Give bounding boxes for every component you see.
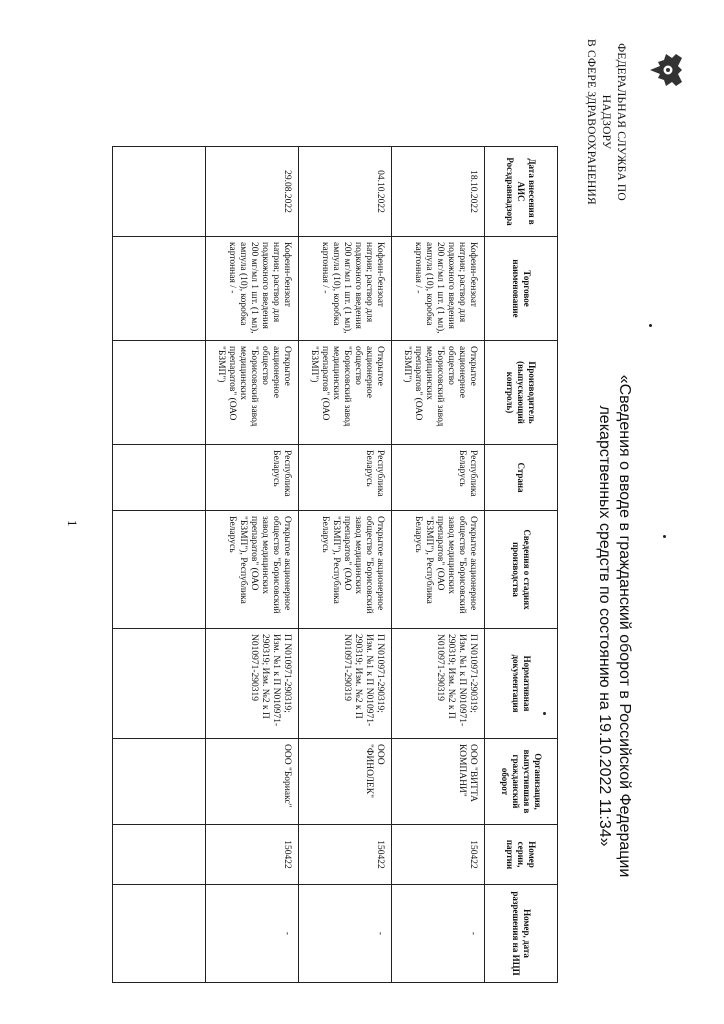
column-header-date: Дата внесения в АИС Росздравнадзора (485, 147, 558, 237)
cell-date: 04.10.2022 (299, 147, 392, 237)
agency-line-2: В СФЕРЕ ЗДРАВООХРАНЕНИЯ (585, 39, 597, 205)
cell-batch (113, 825, 206, 885)
registry-table (112, 146, 558, 983)
table-row (299, 147, 392, 983)
cell-permit: - (299, 885, 392, 983)
cell-manufacturer: Открытое акционерное общество "Борисовский завод медицинских препаратов" (ОАО "БЗМП") (299, 341, 392, 445)
cell-permit: - (206, 885, 299, 983)
cell-permit (113, 885, 206, 983)
cell-permit: - (392, 885, 485, 983)
column-header-organization: Организация, выпустившая в гражданский оборот (485, 739, 558, 825)
column-header-permit: Номер, дата разрешения на ИЦП (485, 885, 558, 983)
cell-date: 29.08.2022 (206, 147, 299, 237)
cell-stages: Открытое акционерное общество "Борисовский завод медицинских препаратов" (ОАО "БЗМП"), Республика Беларусь (392, 511, 485, 629)
cell-organization: ООО "Бориакс" (206, 739, 299, 825)
cell-country: Республика Беларусь (206, 445, 299, 511)
agency-line-1: ФЕДЕРАЛЬНАЯ СЛУЖБА ПО НАДЗОРУ (600, 43, 627, 201)
column-header-batch: Номер серии, партии (485, 825, 558, 885)
cell-trade-name: Кофеин-бензоат натрия; раствор для подкожного введения 200 мг/мл 1 шт. (1 мл), ампула (10), коробка картонная / - (206, 237, 299, 341)
agency-name (583, 22, 628, 222)
column-header-trade-name: Торговое наименование (485, 237, 558, 341)
table-row (392, 147, 485, 983)
cell-batch: 150422 (206, 825, 299, 885)
double-headed-eagle-emblem-icon (644, 48, 688, 92)
title-line-1: «Сведения о вводе в гражданский оборот в Российской Федерации (616, 374, 633, 878)
title-line-2: лекарственных средств по состоянию на 19.10.2022 11:34» (596, 405, 613, 847)
cell-batch: 150422 (299, 825, 392, 885)
column-header-country: Страна (485, 445, 558, 511)
cell-batch: 150422 (392, 825, 485, 885)
document-title (594, 276, 634, 976)
page-number: 1 (65, 520, 80, 527)
cell-manufacturer: Открытое акционерное общество "Борисовский завод медицинских препаратов" (ОАО "БЗМП") (392, 341, 485, 445)
column-header-normative: Нормативная документация (485, 629, 558, 739)
cell-normative: П N010971-290319; Изм. №1 к П N010971-290319; Изм. №2 к П N010971-290319 (206, 629, 299, 739)
cell-normative: П N010971-290319; Изм. №1 к П N010971-290319; Изм. №2 к П N010971-290319 (392, 629, 485, 739)
scan-speck (649, 324, 652, 327)
table-header-row (485, 147, 558, 983)
column-header-manufacturer: Производитель (выпускающий контроль) (485, 341, 558, 445)
cell-date (113, 147, 206, 237)
cell-stages: Открытое акционерное общество "Борисовский завод медицинских препаратов" (ОАО "БЗМП"), Республика Беларусь (299, 511, 392, 629)
table-row (113, 147, 206, 983)
cell-trade-name: Кофеин-бензоат натрия; раствор для подкожного введения 200 мг/мл 1 шт. (1 мл), ампула (10), коробка картонная / - (392, 237, 485, 341)
cell-organization: ООО "ВИТТА КОМПАНИ" (392, 739, 485, 825)
scan-speck (663, 535, 666, 538)
column-header-stages: Сведения о стадиях производства (485, 511, 558, 629)
cell-trade-name (113, 237, 206, 341)
cell-trade-name: Кофеин-бензоат натрия; раствор для подкожного введения 200 мг/мл 1 шт. (1 мл), ампула (10), коробка картонная / - (299, 237, 392, 341)
cell-manufacturer (113, 341, 206, 445)
cell-stages: Открытое акционерное общество "Борисовский завод медицинских препаратов" (ОАО "БЗМП"), Республика Беларусь (206, 511, 299, 629)
cell-date: 18.10.2022 (392, 147, 485, 237)
cell-normative: П N010971-290319; Изм. №1 к П N010971-290319; Изм. №2 к П N010971-290319 (299, 629, 392, 739)
cell-manufacturer: Открытое акционерное общество "Борисовский завод медицинских препаратов" (ОАО "БЗМП") (206, 341, 299, 445)
cell-normative (113, 629, 206, 739)
cell-organization (113, 739, 206, 825)
cell-stages (113, 511, 206, 629)
table-row (206, 147, 299, 983)
cell-country (113, 445, 206, 511)
cell-organization: ООО "ФИНОЛЕК" (299, 739, 392, 825)
cell-country: Республика Беларусь (392, 445, 485, 511)
cell-country: Республика Беларусь (299, 445, 392, 511)
